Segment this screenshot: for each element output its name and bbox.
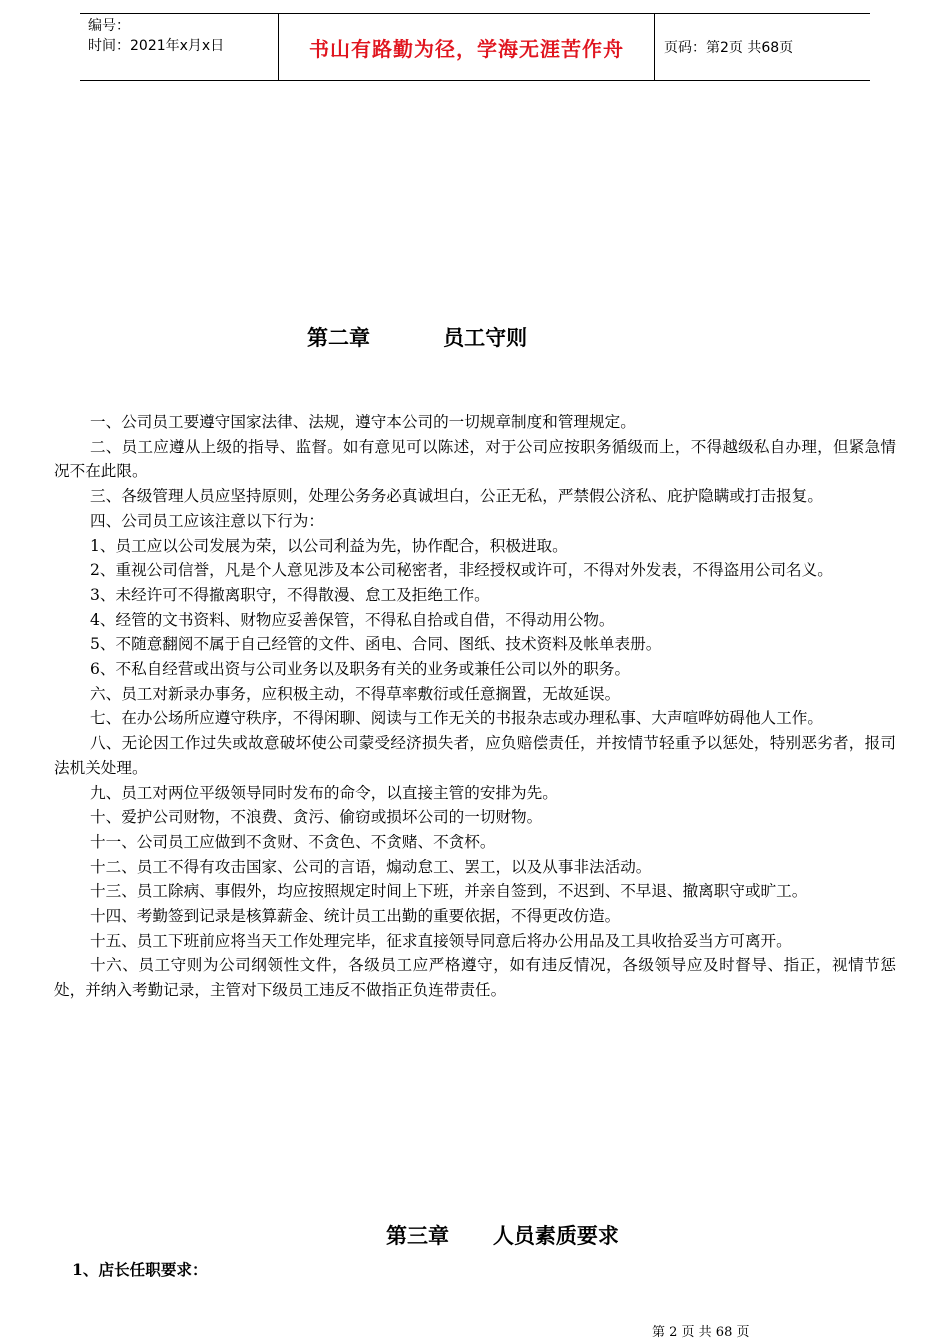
rule-paragraph: 6、不私自经营或出资与公司业务以及职务有关的业务或兼任公司以外的职务。 [90,660,631,679]
rule-paragraph: 十一、公司员工应做到不贪财、不贪色、不贪赌、不贪杯。 [90,832,496,851]
rule-paragraph: 八、无论因工作过失或故意破坏使公司蒙受经济损失者，应负赔偿责任，并按情节轻重予以惩处，特别恶劣者，报司法机关处理。 [54,734,896,777]
rule-paragraph: 六、员工对新录办事务，应积极主动，不得草率敷衍或任意搁置，无故延误。 [90,684,621,703]
document-time-label: 时间：2021年x月x日 [88,38,225,54]
page-footer: 第 2 页 共 68 页 [652,1325,750,1340]
header-meta [88,16,224,56]
rule-paragraph: 十五、员工下班前应将当天工作处理完毕，征求直接领导同意后将办公用品及工具收拾妥当方可离开。 [90,931,792,950]
rule-paragraph: 四、公司员工应该注意以下行为： [90,511,324,530]
rule-paragraph: 2、重视公司信誉，凡是个人意见涉及本公司秘密者，非经授权或许可，不得对外发表，不得盗用公司名义。 [90,561,833,580]
rule-paragraph: 七、在办公场所应遵守秩序，不得闲聊、阅读与工作无关的书报杂志或办理私事、大声喧哗妨碍他人工作。 [90,709,823,728]
rule-paragraph: 十、爱护公司财物，不浪费、贪污、偷窃或损坏公司的一切财物。 [90,808,543,827]
rule-paragraph: 十三、员工除病、事假外，均应按照规定时间上下班，并亲自签到，不迟到、不早退、撤离职守或旷工。 [90,882,808,901]
rule-paragraph: 1、员工应以公司发展为荣，以公司利益为先，协作配合，积极进取。 [90,536,568,555]
chapter-2-title: 第二章 员工守则 [307,325,528,350]
chapter-3-title: 第三章 人员素质要求 [386,1223,619,1248]
header-divider-right [654,14,655,80]
rule-paragraph: 4、经管的文书资料、财物应妥善保管，不得私自拾或自借，不得动用公物。 [90,610,615,629]
rule-paragraph: 九、员工对两位平级领导同时发布的命令，以直接主管的安排为先。 [90,783,558,802]
section-heading: 1、店长任职要求： [72,1260,208,1279]
page-header [80,13,870,81]
rule-paragraph: 三、各级管理人员应坚持原则，处理公务务必真诚坦白，公正无私，严禁假公济私、庇护隐瞒或打击报复。 [90,487,823,506]
rule-paragraph: 5、不随意翻阅不属于自己经管的文件、函电、合同、图纸、技术资料及帐单表册。 [90,635,662,654]
rule-paragraph: 十二、员工不得有攻击国家、公司的言语，煽动怠工、罢工，以及从事非法活动。 [90,857,652,876]
header-motto: 书山有路勤为径，学海无涯苦作舟 [309,36,624,61]
rule-paragraph: 3、未经许可不得撤离职守，不得散漫、怠工及拒绝工作。 [90,585,490,604]
rules-body [54,410,896,1003]
rule-paragraph: 一、公司员工要遵守国家法律、法规，遵守本公司的一切规章制度和管理规定。 [90,413,636,431]
rule-paragraph: 十四、考勤签到记录是核算薪金、统计员工出勤的重要依据，不得更改仿造。 [90,907,621,926]
document-number-label: 编号： [88,18,130,34]
rule-paragraph: 二、员工应遵从上级的指导、监督。如有意见可以陈述，对于公司应按职务循级而上，不得越级私自办理，但紧急情况不在此限。 [54,437,896,481]
header-page-indicator: 页码：第2页 共68页 [664,40,794,56]
rule-paragraph: 十六、员工守则为公司纲领性文件，各级员工应严格遵守，如有违反情况，各级领导应及时督导、指正，视情节惩处，并纳入考勤记录，主管对下级员工违反不做指正负连带责任。 [54,956,896,1000]
